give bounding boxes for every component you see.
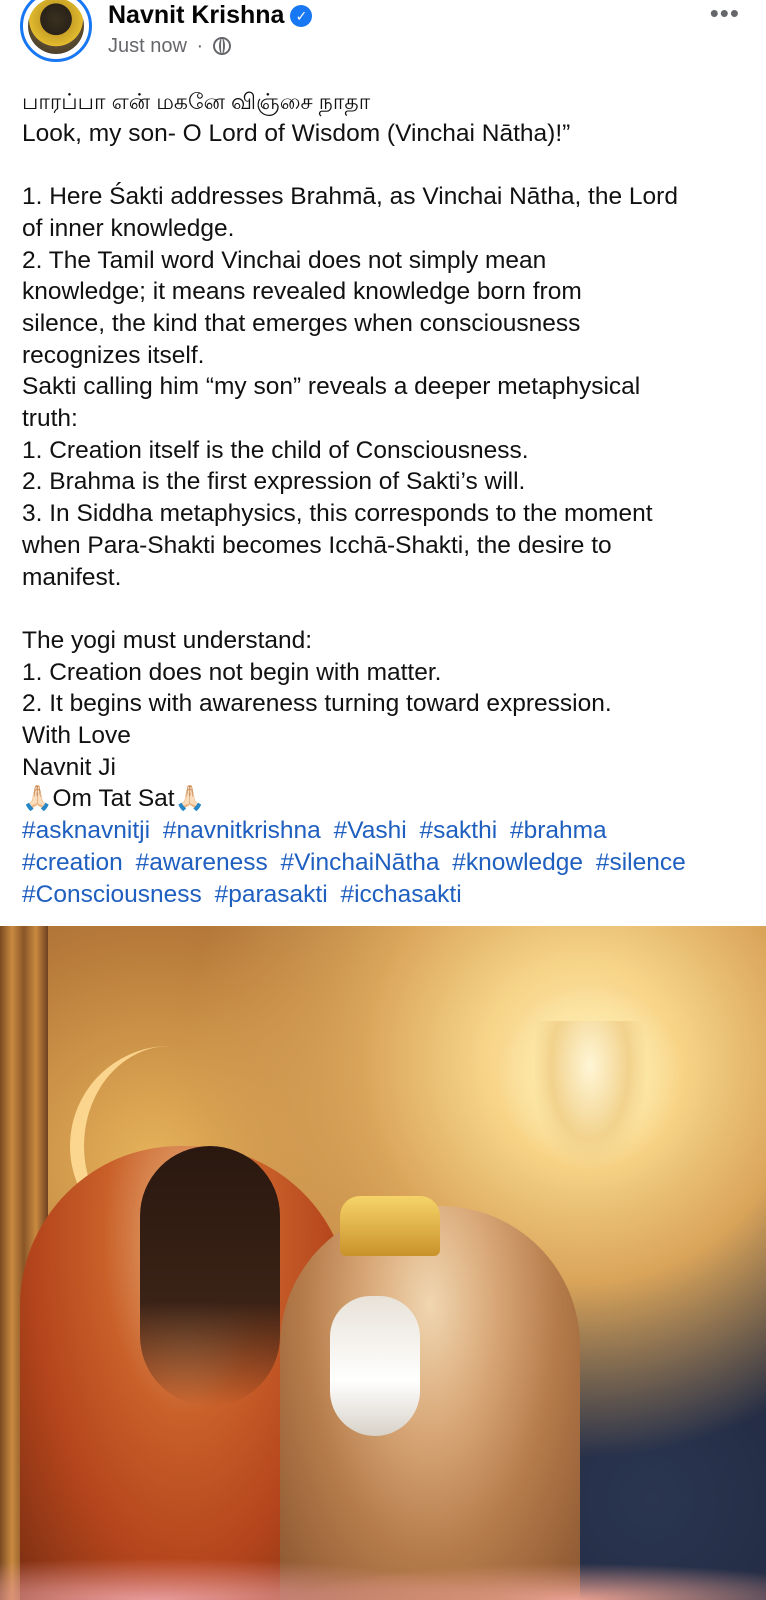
hashtag-link[interactable]: #creation <box>22 848 123 876</box>
hashtag-line <box>22 879 752 911</box>
author-avatar-ring[interactable] <box>20 0 92 62</box>
beard-art <box>330 1296 420 1436</box>
meta-separator: · <box>196 35 204 57</box>
post-line: silence, the kind that emerges when consciousness <box>22 309 581 337</box>
post-meta <box>108 34 231 58</box>
hashtag-link[interactable]: #knowledge <box>452 848 584 876</box>
post-line: manifest. <box>22 563 122 591</box>
hashtag-link[interactable]: #VinchaiNātha <box>280 848 440 876</box>
post-line: The yogi must understand: <box>22 626 313 654</box>
hashtag-link[interactable]: #sakthi <box>419 817 498 845</box>
lotus-art <box>0 1526 766 1600</box>
hashtag-link[interactable]: #Consciousness <box>22 880 202 908</box>
avatar[interactable] <box>28 0 84 54</box>
hashtag-link[interactable]: #parasakti <box>214 880 328 908</box>
post-line: recognizes itself. <box>22 341 205 369</box>
meditating-figure-art <box>535 1021 645 1171</box>
post-line: Sakti calling him “my son” reveals a deeper metaphysical <box>22 373 641 401</box>
post-text <box>22 86 752 910</box>
post-header <box>0 0 766 80</box>
post-line: truth: <box>22 405 78 433</box>
post-line <box>22 149 752 181</box>
goddess-hair-art <box>140 1146 280 1406</box>
hashtag-line <box>22 815 752 847</box>
hashtag-link[interactable]: #asknavnitji <box>22 817 151 845</box>
hashtag-line <box>22 847 752 879</box>
post-line: 1. Creation itself is the child of Consciousness. <box>22 436 529 464</box>
post-line: 1. Here Śakti addresses Brahmā, as Vinchai Nātha, the Lord <box>22 183 678 211</box>
post-line: Navnit Ji <box>22 753 116 781</box>
post-line: Look, my son- O Lord of Wisdom (Vinchai Nātha)!” <box>22 119 571 147</box>
post-line: 3. In Siddha metaphysics, this corresponds to the moment <box>22 500 653 528</box>
globe-icon[interactable] <box>213 37 231 55</box>
hashtag-link[interactable]: #navnitkrishna <box>162 817 321 845</box>
author-name[interactable]: Navnit Krishna <box>108 1 285 29</box>
author-row <box>108 0 312 30</box>
post-line: 2. The Tamil word Vinchai does not simply mean <box>22 246 547 274</box>
post-line: 🙏🏻Om Tat Sat🙏🏻 <box>22 785 206 813</box>
post-line: 1. Creation does not begin with matter. <box>22 658 442 686</box>
post-line: of inner knowledge. <box>22 214 235 242</box>
post-line: With Love <box>22 722 131 750</box>
hashtag-link[interactable]: #silence <box>595 848 686 876</box>
post-line: 2. Brahma is the first expression of Sakti’s will. <box>22 468 526 496</box>
post-line: when Para-Shakti becomes Icchā-Shakti, the desire to <box>22 531 612 559</box>
verified-badge-icon: ✓ <box>290 5 312 27</box>
hashtag-link[interactable]: #brahma <box>509 817 607 845</box>
crown-art <box>340 1196 440 1256</box>
more-dots-icon[interactable]: ••• <box>709 0 740 28</box>
post-line: பாரப்பா என் மகனே விஞ்சை நாதா <box>22 89 371 114</box>
post-line: 2. It begins with awareness turning toward expression. <box>22 690 612 718</box>
post-line <box>22 593 752 625</box>
hashtag-link[interactable]: #awareness <box>135 848 268 876</box>
hashtag-link[interactable]: #icchasakti <box>340 880 462 908</box>
post-line: knowledge; it means revealed knowledge born from <box>22 278 582 306</box>
post-image[interactable] <box>0 926 766 1600</box>
timestamp[interactable]: Just now <box>108 35 187 57</box>
hashtag-link[interactable]: #Vashi <box>333 817 407 845</box>
